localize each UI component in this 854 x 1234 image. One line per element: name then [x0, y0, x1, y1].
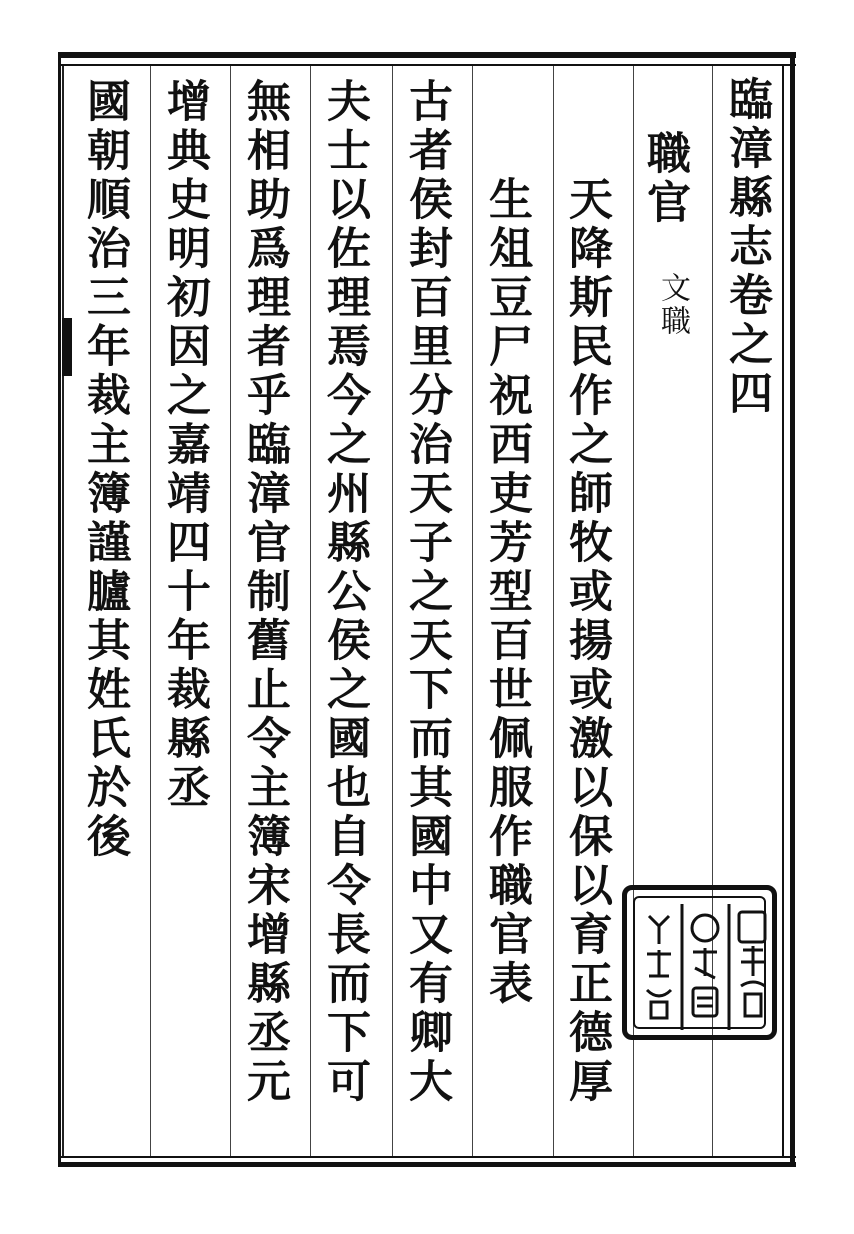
section-subheading: 文職 — [655, 272, 690, 338]
top-border — [58, 52, 796, 58]
fishtail-mark — [62, 318, 72, 376]
column-rule — [230, 66, 231, 1156]
text-column-1: 天降斯民作之師牧或揚或激以保以育正德厚 — [561, 176, 612, 1107]
column-rule — [310, 66, 311, 1156]
text-column-5: 無相助爲理者乎臨漳官制舊止令主簿宋增縣丞元 — [239, 78, 290, 1107]
text-column-3: 古者侯封百里分治天子之天下而其國中又有卿大 — [401, 78, 452, 1107]
text-column-4: 夫士以佐理焉今之州縣公侯之國也自令長而下可 — [319, 78, 370, 1107]
text-column-2: 生俎豆尸祝西吏芳型百世佩服作職官表 — [481, 176, 532, 1009]
library-seal — [622, 885, 777, 1040]
text-column-7: 國朝順治三年裁主簿謹臚其姓氏於後 — [79, 78, 130, 862]
bottom-border — [58, 1162, 796, 1167]
column-rule — [553, 66, 554, 1156]
column-rule — [392, 66, 393, 1156]
column-rule — [472, 66, 473, 1156]
right-border — [790, 52, 795, 1167]
top-border-inner — [58, 64, 796, 66]
left-border — [58, 52, 61, 1167]
bottom-border-inner — [58, 1156, 796, 1158]
column-rule — [150, 66, 151, 1156]
text-column-6: 增典史明初因之嘉靖四十年裁縣丞 — [159, 78, 210, 813]
gutter-line — [62, 66, 64, 1156]
section-heading: 職官 — [639, 130, 690, 228]
seal-glyphs — [627, 890, 782, 1045]
volume-title: 臨漳縣志卷之四 — [721, 76, 772, 419]
right-border-inner — [782, 64, 784, 1158]
